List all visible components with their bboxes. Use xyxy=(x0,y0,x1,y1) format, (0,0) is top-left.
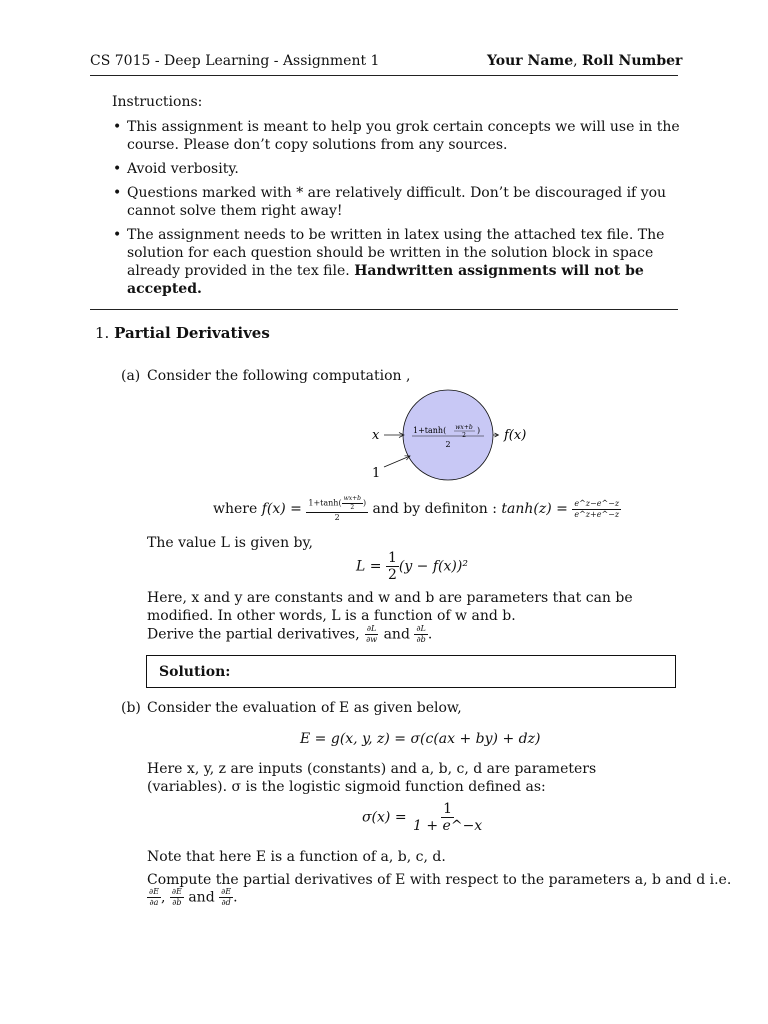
neuron-node xyxy=(403,390,493,480)
e-equation: E = g(x, y, z) = σ(c(ax + by) + dz) xyxy=(300,731,541,747)
definition-line xyxy=(213,496,621,522)
solution-box[interactable] xyxy=(146,655,676,688)
tanh-denominator: e^z+e^−z xyxy=(574,509,620,519)
instruction-item-text: The assignment needs to be written in latex using the attached tex file. The solution for each question should be written in the solution block in space already provided in the tex file. xyxy=(127,227,665,279)
where-text: where xyxy=(213,501,258,517)
part-b-intro: Consider the evaluation of E as given below, xyxy=(147,700,462,716)
instruction-item: • Avoid verbosity. xyxy=(110,160,680,178)
tanh-lhs: tanh(z) = xyxy=(501,501,568,517)
sigma-lhs: σ(x) = xyxy=(362,809,407,826)
section-rule xyxy=(90,309,678,310)
derive-line: Derive the partial derivatives, $\frac{\partial L}{\partial w}$ and $\frac{\partial L}{\partial b}$ . xyxy=(147,624,433,644)
fx-fraction xyxy=(306,496,368,522)
node-inner-num: wx+b xyxy=(455,424,473,431)
instructions-title: Instructions: xyxy=(112,94,203,110)
part-a-intro: Consider the following computation , xyxy=(147,368,411,384)
computation-diagram xyxy=(360,385,550,485)
fx-lhs: f(x) = xyxy=(261,501,302,517)
and-word-b: and xyxy=(188,889,215,906)
and-definition-text: and by definiton : xyxy=(372,501,497,517)
fx-denominator: 2 xyxy=(334,513,340,522)
dE-db-fraction: $\frac{\partial E}{\partial b}$ xyxy=(171,887,182,907)
and-word: and xyxy=(383,626,410,643)
header-author xyxy=(487,53,682,69)
instruction-item xyxy=(110,226,680,298)
part-b-paragraph: Here x, y, z are inputs (constants) and a, b, c, d are parameters (variables). σ is the logistic sigmoid function defined as: xyxy=(147,761,597,795)
derive-text: Derive the partial derivatives, xyxy=(147,626,360,643)
loss-equation xyxy=(356,551,468,582)
instruction-item: • This assignment is meant to help you grok certain concepts we will use in the course. Please don’t copy solutions from any sources. xyxy=(110,118,680,154)
tanh-fraction xyxy=(572,500,621,519)
tanh-numerator: e^z−e^−z xyxy=(574,498,620,508)
dL-db-fraction: $\frac{\partial L}{\partial b}$ xyxy=(416,624,426,644)
compute-text: Compute the partial derivatives of E with respect to the parameters a, b and d i.e. xyxy=(147,872,732,888)
diagram-output: f(x) xyxy=(504,428,527,443)
header-course-title: CS 7015 - Deep Learning - Assignment 1 xyxy=(90,53,380,69)
dE-dd-fraction: $\frac{\partial E}{\partial d}$ xyxy=(221,887,232,907)
node-denominator: 2 xyxy=(445,440,451,449)
fx-numerator: 1+tanh( $\frac{wx+b}{2}$ ) xyxy=(308,495,367,511)
header-roll-number: Roll Number xyxy=(582,53,683,69)
note-text: Note that here E is a function of a, b, c, d. xyxy=(147,849,446,865)
header-rule xyxy=(90,75,678,76)
value-text: The value L is given by, xyxy=(147,535,313,551)
header-comma: , xyxy=(573,53,583,69)
part-b-label: (b) xyxy=(121,700,141,716)
node-numerator-left: 1+tanh( xyxy=(413,426,447,435)
dL-dw-fraction: $\frac{\partial L}{\partial w}$ xyxy=(366,624,378,644)
question-1-title: Partial Derivatives xyxy=(114,324,270,342)
sigma-fraction: $\frac{1}{1 + e\^{}-x}$ xyxy=(413,801,483,834)
partials-line: $\frac{\partial E}{\partial a}$ , $\frac{\partial E}{\partial b}$ and $\frac{\partial E}{\partial d}$ . xyxy=(149,887,238,907)
sigmoid-equation xyxy=(362,802,484,833)
part-a-paragraph: Here, x and y are constants and w and b are parameters that can be modified. In other words, L is a function of w and b. xyxy=(147,590,633,624)
header-your-name: Your Name xyxy=(487,53,574,69)
node-close-paren: ) xyxy=(477,426,481,435)
dE-da-fraction: $\frac{\partial E}{\partial a}$ xyxy=(149,887,159,907)
question-1-number: 1. xyxy=(95,324,110,342)
node-inner-den: 2 xyxy=(462,432,466,439)
question-1-heading xyxy=(95,324,270,342)
diagram-input-x: x xyxy=(372,428,380,443)
part-a-label: (a) xyxy=(121,368,141,384)
solution-label: Solution: xyxy=(159,664,231,680)
loss-lhs: L = xyxy=(356,558,382,575)
half-fraction: $\frac{1}{2}$ xyxy=(387,550,397,583)
instruction-item: • Questions marked with * are relatively difficult. Don’t be discouraged if you cannot solve them right away! xyxy=(110,184,680,220)
instructions-list xyxy=(110,118,680,304)
instruction-item-bold: Handwritten assignments will not be accepted. xyxy=(127,263,644,297)
loss-rhs: (y − f(x))² xyxy=(398,558,468,575)
diagram-input-one: 1 xyxy=(372,466,381,481)
arrow-one xyxy=(384,456,410,467)
